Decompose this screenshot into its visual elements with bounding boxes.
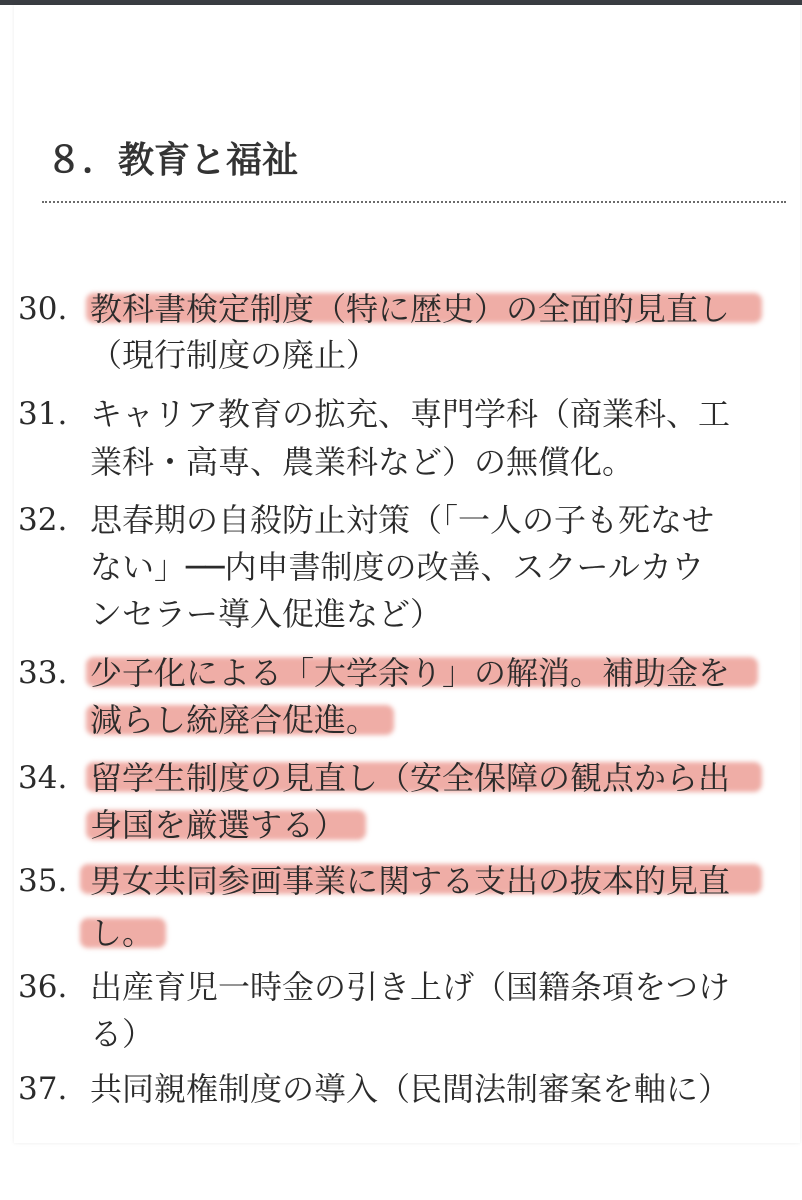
item-text-line: る） <box>90 1015 155 1053</box>
item-text-line: 留学生制度の見直し（安全保障の観点から出 <box>90 759 731 797</box>
item-text-line: キャリア教育の拡充、専門学科（商業科、工 <box>90 395 731 433</box>
item-text-line: ンセラー導入促進など） <box>90 595 443 633</box>
item-text-line: し。 <box>90 914 155 952</box>
item-number: 31. <box>18 396 68 432</box>
item-text-line: 出産育児一時金の引き上げ（国籍条項をつけ <box>90 968 731 1006</box>
item-text-line: 思春期の自殺防止対策（「一人の子も死なせ <box>90 501 715 539</box>
item-text-line: 業科・高専、農業科など）の無償化。 <box>90 443 635 481</box>
item-text-line: ない」──内申書制度の改善、スクールカウ <box>90 548 704 586</box>
dotted-divider <box>42 201 786 203</box>
item-number: 36. <box>18 969 68 1005</box>
item-number: 30. <box>18 291 68 327</box>
item-number: 32. <box>18 502 68 538</box>
section-heading: ８．教育と福祉 <box>46 139 299 181</box>
item-text-line: 共同親権制度の導入（民間法制審案を軸に） <box>90 1070 731 1108</box>
item-text-line: 身国を厳選する） <box>90 806 347 844</box>
item-text-line: 男女共同参画事業に関する支出の抜本的見直 <box>90 862 731 900</box>
item-text-line: （現行制度の廃止） <box>90 336 379 374</box>
item-text-line: 教科書検定制度（特に歴史）の全面的見直し <box>90 290 731 328</box>
item-number: 33. <box>18 655 68 691</box>
item-number: 35. <box>18 863 68 899</box>
item-number: 34. <box>18 760 68 796</box>
item-text-line: 減らし統廃合促進。 <box>90 701 379 739</box>
item-number: 37. <box>18 1071 68 1107</box>
item-text-line: 少子化による「大学余り」の解消。補助金を <box>90 654 731 692</box>
